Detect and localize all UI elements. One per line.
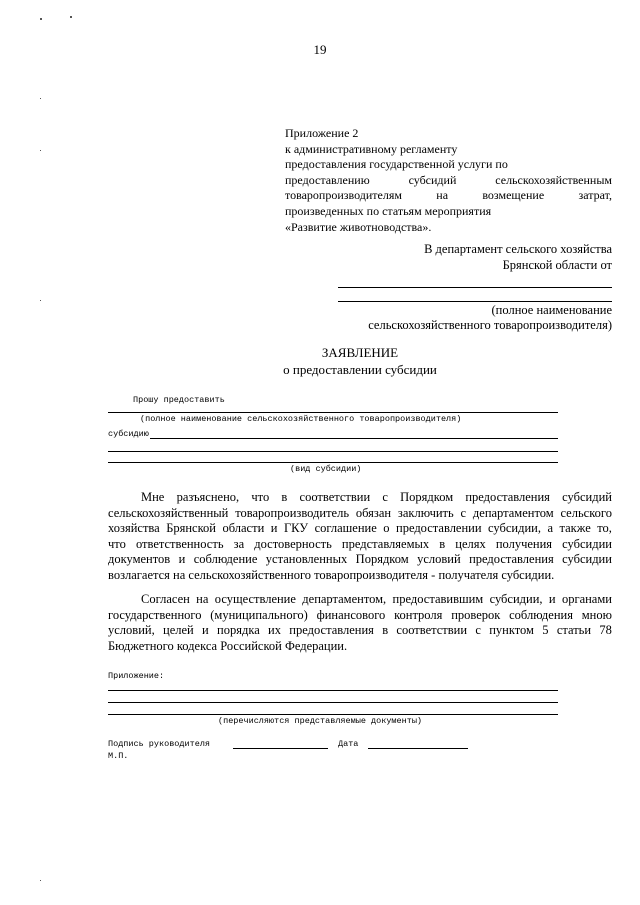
word: статьи <box>556 623 592 637</box>
attachments-line <box>108 714 558 715</box>
word: Порядком <box>355 552 409 566</box>
word: предоставлении <box>396 521 482 535</box>
word: предоставившим <box>392 592 484 606</box>
word: субсидии <box>562 552 612 566</box>
word: с <box>460 505 467 520</box>
word: получения <box>495 536 553 551</box>
word: ГКУ <box>283 521 309 535</box>
word: товаропроизводитель <box>235 505 350 520</box>
paragraph-line <box>108 537 612 553</box>
word: а <box>547 521 554 535</box>
subsidy-label: субсидию <box>108 429 149 439</box>
word: субсидий <box>408 172 457 187</box>
paragraph-line <box>108 608 612 624</box>
word: в <box>439 536 446 551</box>
appendix-justified-line <box>285 188 612 204</box>
addressee-caption-2: сельскохозяйственного товаропроизводителя) <box>368 318 612 332</box>
word: предоставлению <box>285 172 370 187</box>
addressee-line-2: Брянской области от <box>502 258 612 272</box>
word: обязан <box>355 505 392 520</box>
word: соответствии <box>396 623 468 637</box>
word: Мне <box>141 490 165 504</box>
subsidy-line <box>108 451 558 452</box>
word: что <box>108 536 126 551</box>
paragraph-line <box>108 592 612 608</box>
subsidy-type-caption: (вид субсидии) <box>290 464 362 474</box>
attachments-line <box>108 702 558 703</box>
attachments-caption: (перечисляются представляемые документы) <box>218 716 423 726</box>
paragraph-line <box>108 506 612 522</box>
word: ответственность <box>135 536 224 551</box>
word: субсидии <box>562 536 612 551</box>
attachments-line <box>108 690 558 691</box>
document-subtitle: о предоставлении субсидии <box>283 362 437 377</box>
paragraph-line: Бюджетного кодекса Российской Федерации. <box>108 638 348 653</box>
word: и <box>202 623 209 637</box>
attachments-label: Приложение: <box>108 671 165 681</box>
word: с <box>382 490 388 504</box>
word: в <box>281 490 288 504</box>
word: возмещение <box>482 188 545 203</box>
word: целях <box>455 536 486 551</box>
word: Брянской <box>166 521 216 535</box>
word: области <box>222 521 265 535</box>
seal-label: М.П. <box>108 751 129 761</box>
word: разъяснено, <box>176 490 240 504</box>
scan-speck <box>70 16 72 18</box>
word: в <box>382 623 389 637</box>
producer-name-caption: (полное наименование сельскохозяйственного товаропроизводителя) <box>140 414 462 424</box>
document-title: ЗАЯВЛЕНИЕ <box>321 345 399 360</box>
word: и <box>178 552 186 566</box>
paragraph-line: возлагается на сельскохозяйственного товаропроизводителя - получателя субсидии. <box>108 567 555 582</box>
word: сельскохозяйственный <box>108 505 229 520</box>
word: департаментом, <box>302 592 387 606</box>
word: проверок <box>451 607 501 622</box>
signature-line <box>233 748 328 749</box>
word: затрат, <box>578 188 612 203</box>
word: условий <box>417 552 461 566</box>
word: документов <box>108 552 171 566</box>
word: и <box>270 521 278 535</box>
word: за <box>233 536 245 551</box>
date-line <box>368 748 468 749</box>
appendix-line: к административному регламенту <box>285 141 458 156</box>
word: соглашение <box>314 521 377 535</box>
word: государственного <box>108 607 202 622</box>
addressee-blank-line <box>338 301 612 302</box>
word: предоставления <box>469 552 554 566</box>
scan-speck <box>40 880 41 881</box>
appendix-justified-line <box>285 173 612 189</box>
paragraph-line <box>108 552 612 568</box>
appendix-line: предоставления государственной услуги по <box>285 157 508 172</box>
addressee-caption-1: (полное наименование <box>491 303 612 317</box>
word: заключить <box>397 505 454 520</box>
appendix-line: «Развитие животноводства». <box>285 219 432 234</box>
word: целей <box>163 623 194 637</box>
word: 78 <box>599 623 612 637</box>
word: пунктом <box>489 623 534 637</box>
appendix-header <box>285 126 612 235</box>
word: органами <box>561 592 612 606</box>
word: 5 <box>542 623 549 637</box>
word: о <box>383 521 390 535</box>
word: (муниципального) <box>210 607 308 622</box>
scan-speck <box>40 150 41 151</box>
scan-speck <box>40 98 41 99</box>
signature-label: Подпись руководителя <box>108 739 211 749</box>
addressee-blank-line <box>338 287 612 288</box>
word: что <box>251 490 270 504</box>
paragraph-line <box>108 623 612 639</box>
word: Согласен <box>141 592 190 606</box>
word: субсидий <box>562 490 612 504</box>
word: субсидии, <box>488 521 541 535</box>
word: предоставления <box>465 490 550 504</box>
word: субсидии, <box>489 592 543 606</box>
word: соблюдения <box>509 607 573 622</box>
word: на <box>196 592 209 606</box>
page-number: 19 <box>313 42 327 57</box>
subsidy-line <box>108 462 558 463</box>
paragraph-line <box>108 490 612 506</box>
paragraph-line <box>108 521 612 537</box>
word: с <box>475 623 481 637</box>
producer-name-line <box>108 412 558 413</box>
word: сельскохозяйственным <box>495 172 612 187</box>
word: контроля <box>394 607 443 622</box>
addressee-line-1: В департамент сельского хозяйства <box>424 242 612 256</box>
word: осуществление <box>214 592 296 606</box>
word: предоставления <box>289 623 374 637</box>
scan-speck <box>40 18 42 20</box>
word: департаментом <box>472 505 554 520</box>
word: также <box>559 521 591 535</box>
word: финансового <box>316 607 386 622</box>
word: представляемых <box>341 536 430 551</box>
appendix-line: произведенных по статьям мероприятия <box>285 203 492 218</box>
word: условий, <box>108 623 155 637</box>
word: мною <box>581 607 612 622</box>
appendix-title: Приложение 2 <box>285 126 359 140</box>
word: и <box>548 592 556 606</box>
word: товаропроизводителям <box>285 188 402 203</box>
scan-speck <box>40 300 41 301</box>
word: установленных <box>265 552 348 566</box>
word: их <box>268 623 281 637</box>
word: на <box>436 188 449 203</box>
request-prompt: Прошу предоставить <box>133 395 225 405</box>
paragraph-explained <box>108 490 612 583</box>
paragraph-consent <box>108 592 612 654</box>
word: достоверность <box>254 536 332 551</box>
word: соответствии <box>299 490 371 504</box>
date-label: Дата <box>338 739 359 749</box>
word: соблюдение <box>193 552 258 566</box>
subsidy-line <box>150 438 558 439</box>
word: сельского <box>560 505 612 520</box>
word: хозяйства <box>108 521 160 535</box>
word: порядка <box>217 623 260 637</box>
word: Порядком <box>400 490 454 504</box>
word: то, <box>597 521 612 535</box>
